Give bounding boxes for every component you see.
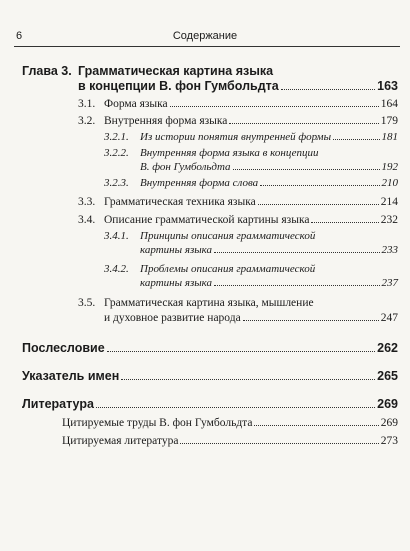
dot-leader <box>333 139 379 140</box>
section-number: 3.4. <box>78 214 96 226</box>
section-title: Внутренняя форма языка <box>104 115 228 127</box>
entry-title: Послесловие <box>22 341 105 355</box>
entry-page: 273 <box>380 435 398 447</box>
page-number: 6 <box>16 30 23 42</box>
chapter-title-line1: Грамматическая картина языка <box>78 64 274 78</box>
subsection-number: 3.2.2. <box>104 147 129 159</box>
dot-leader <box>233 169 380 170</box>
entry-page: 265 <box>377 369 398 383</box>
entry-title: Цитируемая литература <box>62 435 179 447</box>
chapter-page: 163 <box>377 79 398 93</box>
subsection-title: В. фон Гумбольдта <box>140 161 231 173</box>
dot-leader <box>180 443 378 444</box>
section-number: 3.3. <box>78 196 96 208</box>
toc-entry-3-2-2[interactable] <box>140 161 398 173</box>
subsection-number: 3.2.3. <box>104 177 129 189</box>
subsection-page: 237 <box>381 277 398 289</box>
toc-entry-chapter-3[interactable] <box>78 79 398 93</box>
chapter-label: Глава 3. <box>22 64 72 78</box>
toc-entry-3-3[interactable] <box>104 196 398 208</box>
dot-leader <box>214 285 379 286</box>
entry-page: 269 <box>380 417 398 429</box>
subsection-title: Внутренняя форма слова <box>140 177 259 189</box>
subsection-number: 3.4.2. <box>104 263 129 275</box>
subsection-page: 192 <box>381 161 398 173</box>
section-title-line1: Грамматическая картина языка, мышление <box>104 297 314 309</box>
section-page: 214 <box>380 196 398 208</box>
dot-leader <box>258 204 379 205</box>
subsection-page: 181 <box>381 131 398 143</box>
toc-entry-humboldt-works[interactable] <box>62 417 398 429</box>
section-title: Описание грамматической картины языка <box>104 214 310 226</box>
running-title: Содержание <box>172 30 238 42</box>
subsection-page: 233 <box>381 244 398 256</box>
entry-title: Указатель имен <box>22 369 120 383</box>
section-page: 232 <box>380 214 398 226</box>
section-page: 247 <box>380 312 398 324</box>
entry-page: 262 <box>377 341 398 355</box>
subsection-number: 3.2.1. <box>104 131 129 143</box>
section-title: Форма языка <box>104 98 168 110</box>
subsection-page: 210 <box>381 177 398 189</box>
dot-leader <box>121 379 375 380</box>
subsection-title-line1: Внутренняя форма языка в концепции <box>140 147 319 159</box>
subsection-number: 3.4.1. <box>104 230 129 242</box>
toc-entry-3-1[interactable] <box>104 98 398 110</box>
dot-leader <box>311 222 378 223</box>
toc-entry-literature[interactable] <box>22 397 398 411</box>
toc-entry-cited-literature[interactable] <box>62 435 398 447</box>
section-title: и духовное развитие народа <box>104 312 241 324</box>
subsection-title: картины языка <box>140 277 213 289</box>
subsection-title-line1: Принципы описания грамматической <box>140 230 316 242</box>
dot-leader <box>254 425 378 426</box>
toc-entry-3-4[interactable] <box>104 214 398 226</box>
chapter-title-line2: в концепции В. фон Гумбольдта <box>78 79 279 93</box>
dot-leader <box>260 185 379 186</box>
entry-title: Литература <box>22 397 94 411</box>
toc-entry-afterword[interactable] <box>22 341 398 355</box>
dot-leader <box>214 252 379 253</box>
subsection-title-line1: Проблемы описания грамматической <box>140 263 316 275</box>
subsection-title: Из истории понятия внутренней формы <box>140 131 332 143</box>
entry-page: 269 <box>377 397 398 411</box>
section-title: Грамматическая техника языка <box>104 196 256 208</box>
toc-entry-3-5[interactable] <box>104 312 398 324</box>
entry-title: Цитируемые труды В. фон Гумбольдта <box>62 417 253 429</box>
section-page: 164 <box>380 98 398 110</box>
section-number: 3.1. <box>78 98 96 110</box>
section-number: 3.5. <box>78 297 96 309</box>
toc-entry-3-4-2[interactable] <box>140 277 398 289</box>
dot-leader <box>229 123 378 124</box>
dot-leader <box>281 89 375 90</box>
toc-entry-3-4-1[interactable] <box>140 244 398 256</box>
dot-leader <box>243 320 379 321</box>
dot-leader <box>107 351 375 352</box>
dot-leader <box>96 407 375 408</box>
toc-entry-3-2-3[interactable] <box>140 177 398 189</box>
toc-entry-3-2-1[interactable] <box>140 131 398 143</box>
section-page: 179 <box>380 115 398 127</box>
toc-entry-3-2[interactable] <box>104 115 398 127</box>
toc-entry-name-index[interactable] <box>22 369 398 383</box>
dot-leader <box>170 106 379 107</box>
section-number: 3.2. <box>78 115 96 127</box>
subsection-title: картины языка <box>140 244 213 256</box>
